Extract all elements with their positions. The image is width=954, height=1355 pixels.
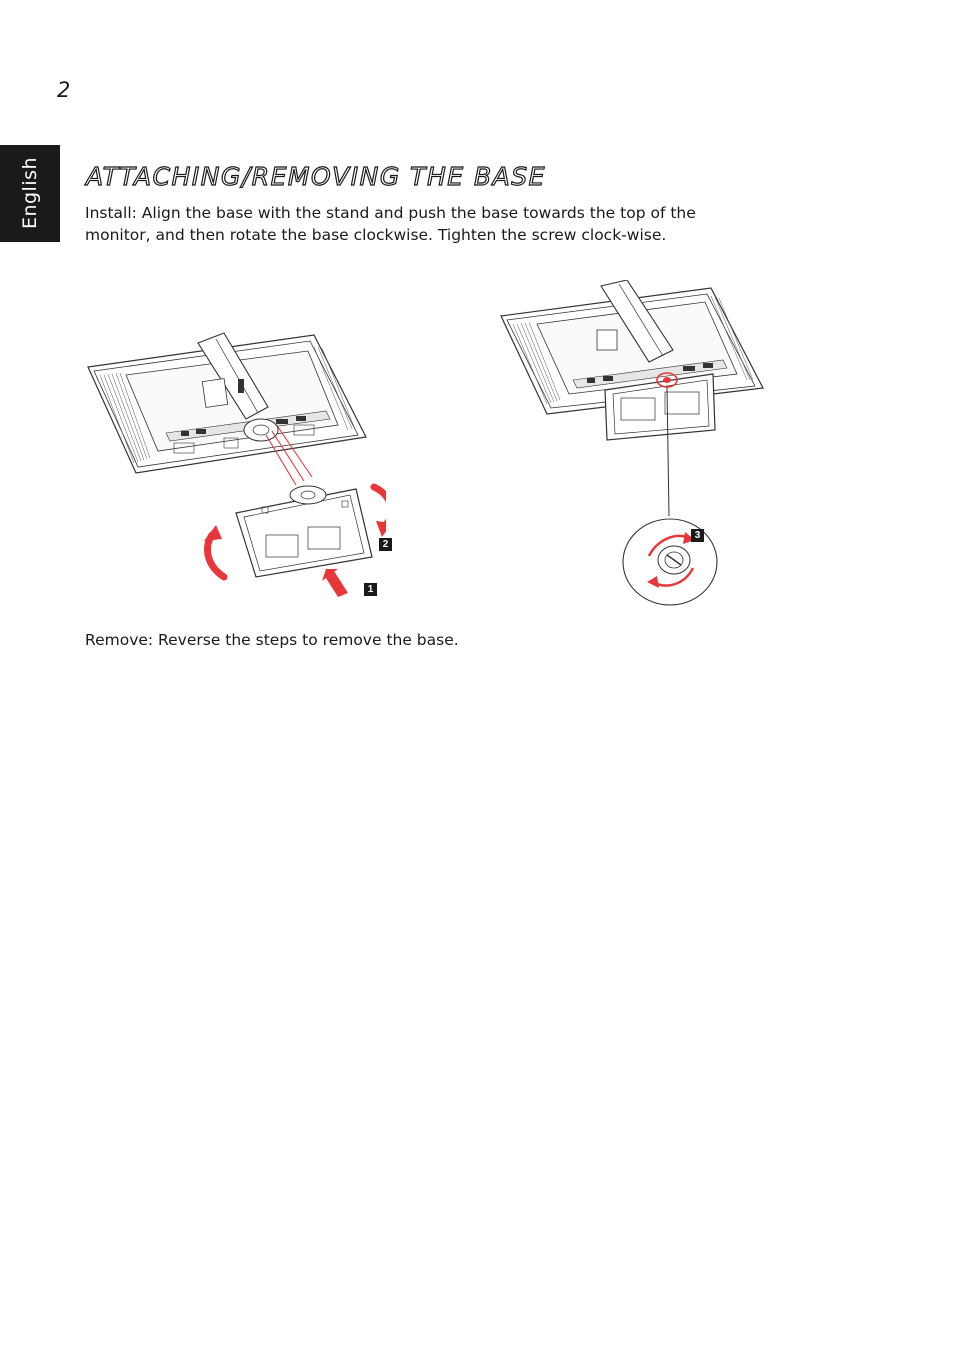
install-instructions: Install: Align the base with the stand and push the base towards the top of the monitor, and then rotate the base clockwise. Tighten the screw clock-wise. — [85, 204, 696, 244]
step-1-badge: 1 — [364, 583, 377, 596]
remove-instructions: Remove: Reverse the steps to remove the base. — [85, 631, 459, 649]
figure-attach-base — [86, 325, 389, 605]
push-arrow-icon — [322, 569, 348, 597]
language-tab-label: English — [19, 156, 41, 230]
step-2-badge: 2 — [379, 538, 392, 551]
figure-tighten-screw — [497, 280, 777, 610]
step-3-badge: 3 — [691, 529, 704, 542]
monitor-back-illustration — [86, 325, 386, 605]
section-title: ATTACHING/REMOVING THE BASE — [86, 162, 546, 191]
language-tab — [0, 145, 60, 242]
monitor-back-illustration — [497, 280, 777, 610]
page-number: 2 — [57, 78, 71, 102]
